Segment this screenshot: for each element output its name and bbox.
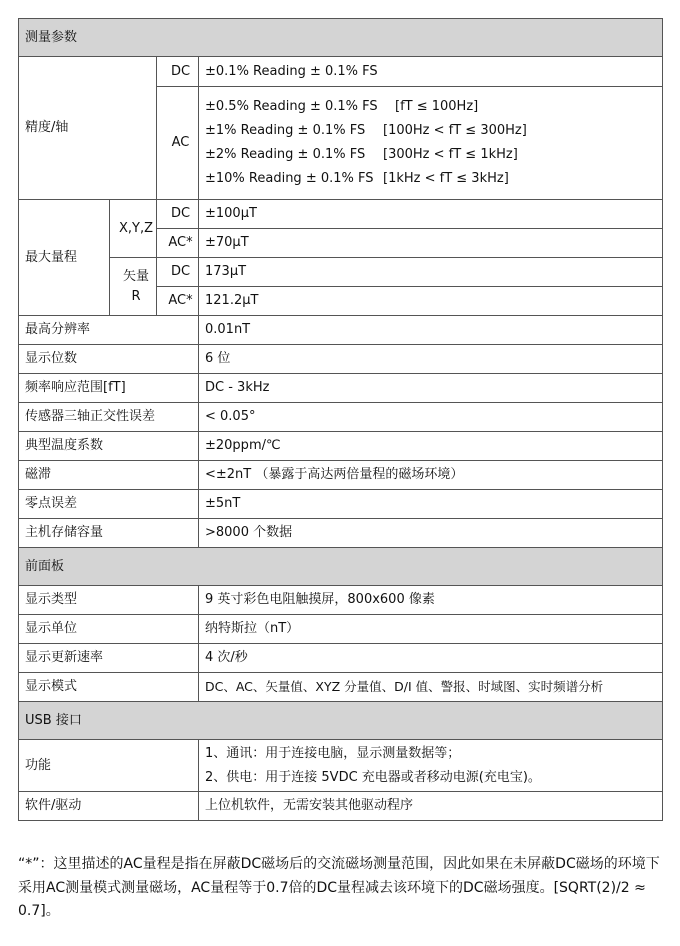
usb-function-label: 功能: [19, 740, 199, 792]
row-value: DC - 3kHz: [199, 374, 663, 403]
footnote: “*”：这里描述的AC量程是指在屏蔽DC磁场后的交流磁场测量范围，因此如果在未屏蔽DC磁场的环境下采用AC测量模式测量磁场，AC量程等于0.7倍的DC量程减去该环境下的DC磁场强度。[SQRT(2)/2 ≈ 0.7]。: [18, 856, 660, 919]
usb-driver-value: 上位机软件，无需安装其他驱动程序: [199, 792, 663, 821]
r-dc-value: 173μT: [199, 258, 663, 287]
accuracy-ac-label: AC: [157, 87, 199, 200]
ac-line: ±1% Reading ± 0.1% FS [100Hz < fT ≤ 300Hz]: [205, 123, 527, 138]
ac-line: ±10% Reading ± 0.1% FS [1kHz < fT ≤ 3kHz]: [205, 171, 509, 186]
row-label: 显示位数: [19, 345, 199, 374]
section-header-measure: 测量参数: [19, 19, 663, 57]
row-value: < 0.05°: [199, 403, 663, 432]
spec-table: [18, 18, 663, 821]
section-header-usb: USB 接口: [19, 702, 663, 740]
row-label: 磁滞: [19, 461, 199, 490]
xyz-label: X,Y,Z: [110, 200, 157, 258]
usb-function-line: 2、供电：用于连接 5VDC 充电器或者移动电源(充电宝)。: [205, 769, 541, 785]
usb-function-line: 1、通讯：用于连接电脑，显示测量数据等；: [205, 745, 461, 761]
accuracy-label: 精度/轴: [19, 57, 157, 200]
row-value: 9 英寸彩色电阻触摸屏，800x600 像素: [199, 586, 663, 615]
row-value: DC、AC、矢量值、XYZ 分量值、D/I 值、警报、时域图、实时频谱分析: [199, 673, 663, 702]
usb-driver-label: 软件/驱动: [19, 792, 199, 821]
row-label: 传感器三轴正交性误差: [19, 403, 199, 432]
row-value: ±20ppm/℃: [199, 432, 663, 461]
accuracy-dc-value: ±0.1% Reading ± 0.1% FS: [199, 57, 663, 87]
row-value: 4 次/秒: [199, 644, 663, 673]
row-value: 纳特斯拉（nT）: [199, 615, 663, 644]
row-label: 显示更新速率: [19, 644, 199, 673]
row-value: <±2nT （暴露于高达两倍量程的磁场环境）: [199, 461, 663, 490]
xyz-ac-value: ±70μT: [199, 229, 663, 258]
r-ac-value: 121.2μT: [199, 287, 663, 316]
ac-line: ±2% Reading ± 0.1% FS [300Hz < fT ≤ 1kHz]: [205, 147, 518, 162]
xyz-dc-value: ±100μT: [199, 200, 663, 229]
row-label: 显示模式: [19, 673, 199, 702]
row-value: 0.01nT: [199, 316, 663, 345]
row-label: 主机存储容量: [19, 519, 199, 548]
r-dc-label: DC: [157, 258, 199, 287]
r-ac-label: AC*: [157, 287, 199, 316]
row-label: 零点误差: [19, 490, 199, 519]
accuracy-ac-values: [199, 87, 663, 200]
max-range-label: 最大量程: [19, 200, 110, 316]
row-label: 显示类型: [19, 586, 199, 615]
row-value: 6 位: [199, 345, 663, 374]
row-label: 显示单位: [19, 615, 199, 644]
row-label: 最高分辨率: [19, 316, 199, 345]
section-header-front: 前面板: [19, 548, 663, 586]
accuracy-dc-label: DC: [157, 57, 199, 87]
vector-r-label: 矢量 R: [110, 258, 157, 316]
ac-line: ±0.5% Reading ± 0.1% FS [fT ≤ 100Hz]: [205, 99, 479, 114]
row-label: 典型温度系数: [19, 432, 199, 461]
usb-function-value: [199, 740, 663, 792]
row-label: 频率响应范围[fT]: [19, 374, 199, 403]
xyz-ac-label: AC*: [157, 229, 199, 258]
xyz-dc-label: DC: [157, 200, 199, 229]
row-value: >8000 个数据: [199, 519, 663, 548]
row-value: ±5nT: [199, 490, 663, 519]
